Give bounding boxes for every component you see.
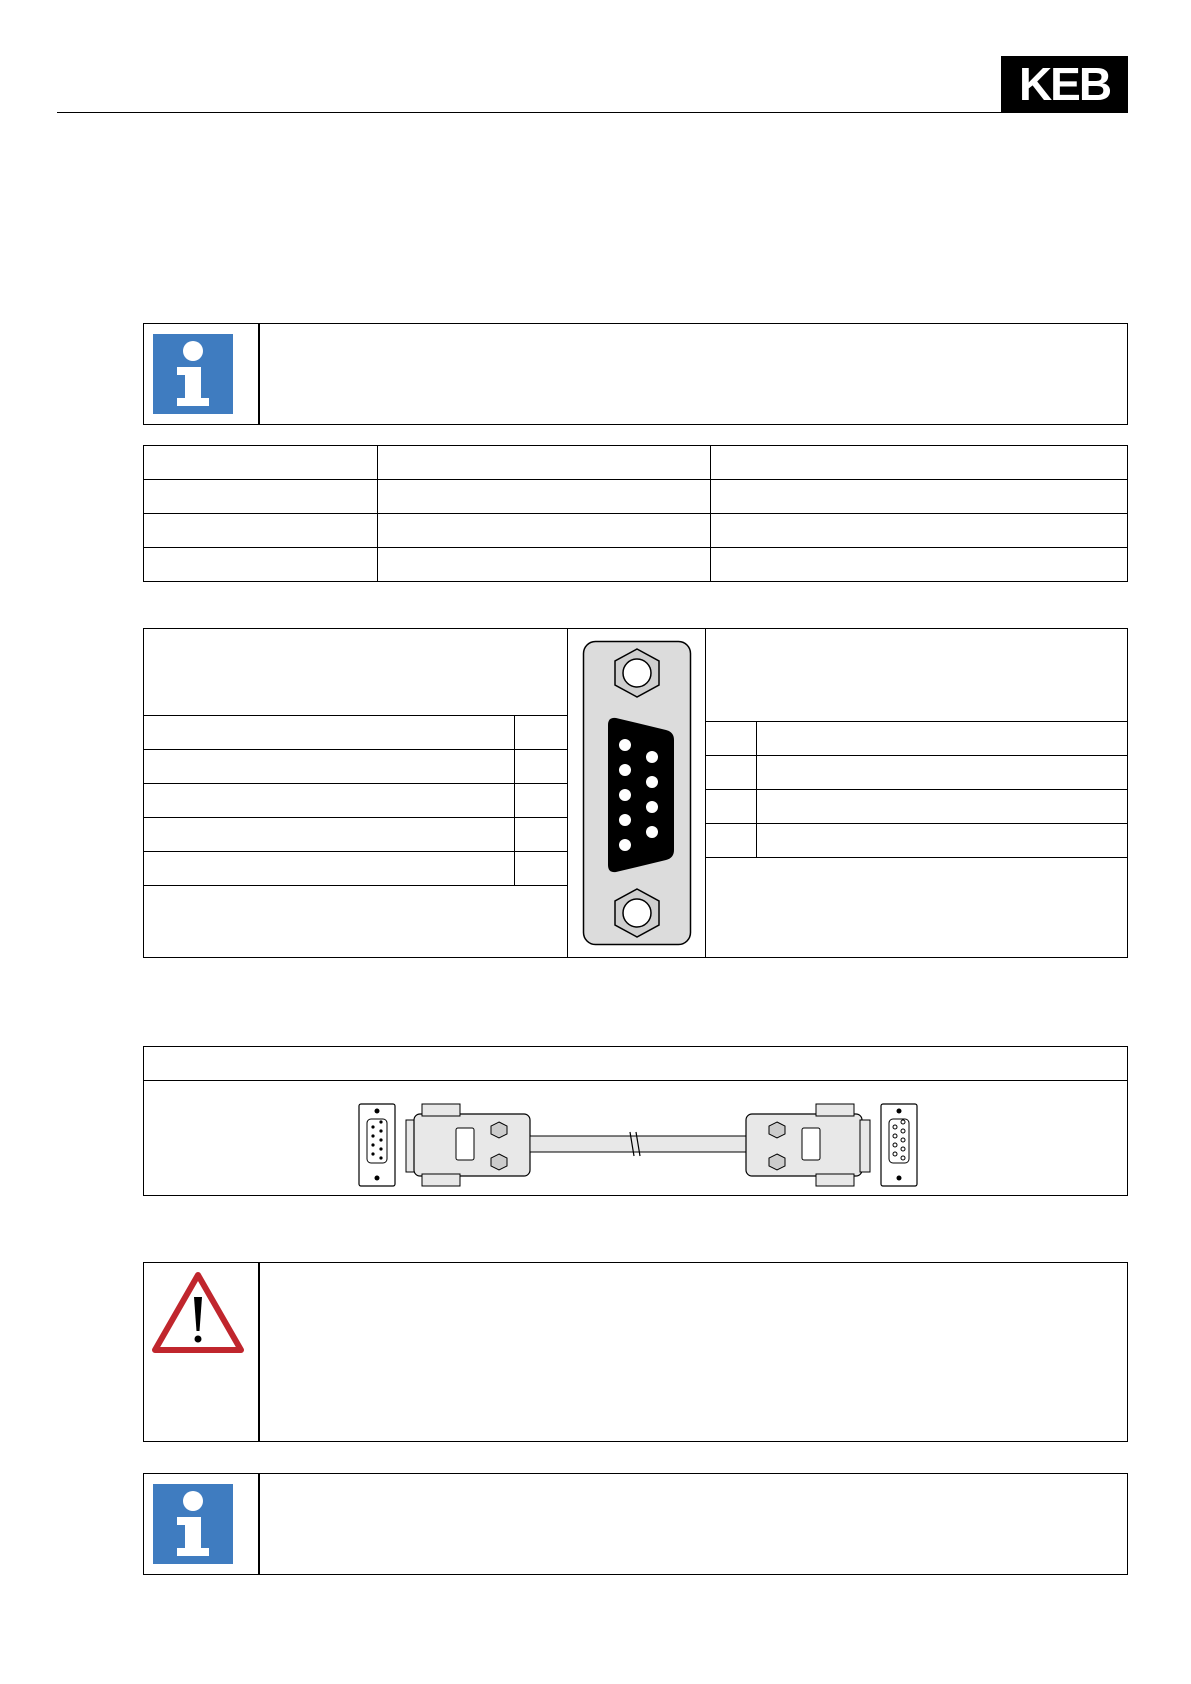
row-divider — [705, 721, 1127, 722]
row-divider — [705, 857, 1127, 858]
row-divider — [705, 823, 1127, 824]
row-divider — [144, 547, 1127, 548]
note-divider — [258, 1263, 260, 1441]
warning-note — [143, 1262, 1128, 1442]
row-divider — [144, 749, 567, 750]
sub-d-9-connector-icon — [582, 640, 692, 946]
row-divider — [144, 851, 567, 852]
info-note-bottom — [143, 1473, 1128, 1575]
row-divider — [144, 817, 567, 818]
row-divider — [705, 755, 1127, 756]
col-divider — [567, 629, 568, 957]
info-icon — [153, 1484, 233, 1564]
col-divider — [705, 629, 706, 957]
serial-cable-icon — [358, 1100, 918, 1190]
row-divider — [144, 715, 567, 716]
info-icon — [153, 334, 233, 414]
keb-logo: KEB — [1001, 56, 1128, 113]
pin-col-divider — [756, 721, 757, 857]
spec-table — [143, 445, 1128, 582]
row-divider — [705, 789, 1127, 790]
pinout-table — [143, 628, 1128, 958]
row-divider — [144, 783, 567, 784]
info-note-top — [143, 323, 1128, 425]
header-divider — [57, 112, 1128, 113]
note-divider — [258, 324, 260, 424]
pin-col-divider — [514, 715, 515, 885]
row-divider — [144, 479, 1127, 480]
note-divider — [258, 1474, 260, 1574]
warning-triangle-icon — [151, 1271, 245, 1355]
row-divider — [144, 1080, 1127, 1081]
row-divider — [144, 513, 1127, 514]
cable-table — [143, 1046, 1128, 1196]
row-divider — [144, 885, 567, 886]
